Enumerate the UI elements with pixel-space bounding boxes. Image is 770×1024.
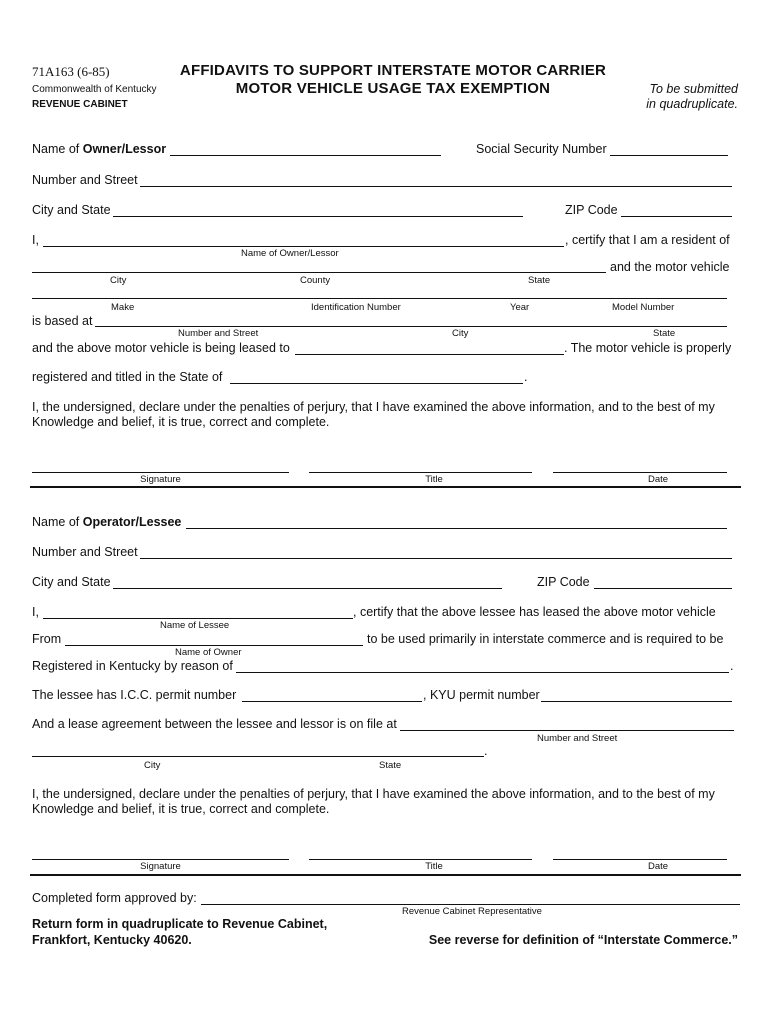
owner-zip-label: ZIP Code	[565, 203, 618, 217]
owner-residence-field[interactable]	[32, 272, 606, 273]
sub-label-name-lessee: Name of Lessee	[160, 620, 230, 631]
sub-label-model-number: Model Number	[612, 302, 675, 313]
owner-declaration-line1: I, the undersigned, declare under the penalties of perjury, that I have examined the above information, and to the best of my	[32, 400, 715, 414]
sub-label-identification-number: Identification Number	[311, 302, 401, 313]
owner-sig-label: Signature	[140, 474, 181, 485]
owner-street-field[interactable]	[140, 186, 732, 187]
vehicle-description-field[interactable]	[32, 298, 727, 299]
based-at-field[interactable]	[95, 326, 727, 327]
operator-date-field[interactable]	[553, 859, 727, 860]
owner-name-field[interactable]	[170, 155, 441, 156]
certify-leased-text: , certify that the above lessee has leased the above motor vehicle	[353, 605, 716, 619]
properly-text: . The motor vehicle is properly	[564, 341, 732, 355]
sub-label-number-street: Number and Street	[178, 328, 259, 339]
section-divider-2	[30, 874, 741, 876]
form-title-line2: MOTOR VEHICLE USAGE TAX EXEMPTION	[235, 80, 551, 97]
lease-file-city-state-field[interactable]	[32, 756, 484, 757]
sub-label-state: State	[528, 275, 551, 286]
icc-permit-label: The lessee has I.C.C. permit number	[32, 688, 237, 702]
sub-label-lease-state: State	[379, 760, 402, 771]
registered-state-field[interactable]	[230, 383, 523, 384]
sub-label-lease-city: City	[144, 760, 161, 771]
operator-zip-field[interactable]	[594, 588, 732, 589]
operator-street-field[interactable]	[140, 558, 732, 559]
lessee-certify-name-field[interactable]	[43, 618, 353, 619]
section-divider-1	[30, 486, 741, 488]
operator-name-label: Name of Operator/Lessee	[32, 515, 182, 529]
operator-zip-label: ZIP Code	[537, 575, 590, 589]
from-label: From	[32, 632, 62, 646]
operator-date-label: Date	[647, 861, 669, 872]
kyu-permit-field[interactable]	[541, 701, 732, 702]
sub-label-name-owner: Name of Owner	[175, 647, 242, 658]
agency-department: REVENUE CABINET	[32, 99, 128, 110]
approved-by-field[interactable]	[201, 904, 740, 905]
sub-label-name-owner-lessor: Name of Owner/Lessor	[241, 248, 339, 259]
owner-zip-field[interactable]	[621, 216, 732, 217]
leased-to-label: and the above motor vehicle is being leased to	[32, 341, 290, 355]
owner-certify-resident-text: , certify that I am a resident of	[565, 233, 730, 247]
owner-city-state-label: City and State	[32, 203, 111, 217]
registered-period: .	[524, 370, 528, 384]
operator-signature-field[interactable]	[32, 859, 289, 860]
sub-label-year: Year	[510, 302, 530, 313]
return-instructions-line2: Frankfort, Kentucky 40620.	[32, 933, 192, 947]
from-owner-field[interactable]	[65, 645, 363, 646]
owner-title-field[interactable]	[309, 472, 532, 473]
operator-street-label: Number and Street	[32, 545, 138, 559]
approved-by-label: Completed form approved by:	[32, 891, 197, 905]
sub-label-county: County	[300, 275, 331, 286]
owner-signature-field[interactable]	[32, 472, 289, 473]
owner-street-label: Number and Street	[32, 173, 138, 187]
sub-label-revenue-rep: Revenue Cabinet Representative	[402, 906, 542, 917]
sub-label-lease-street: Number and Street	[537, 733, 618, 744]
owner-city-state-field[interactable]	[113, 216, 523, 217]
sub-label-state-2: State	[653, 328, 676, 339]
owner-certify-name-field[interactable]	[43, 246, 564, 247]
owner-date-label: Date	[647, 474, 669, 485]
return-instructions-line1: Return form in quadruplicate to Revenue Cabinet,	[32, 917, 328, 931]
submit-note-line1: To be submitted	[649, 82, 738, 96]
operator-title-field[interactable]	[309, 859, 532, 860]
interstate-commerce-text: to be used primarily in interstate commerce and is required to be	[367, 632, 724, 646]
ssn-field[interactable]	[610, 155, 728, 156]
form-title-line1: AFFIDAVITS TO SUPPORT INTERSTATE MOTOR CARRIER	[179, 62, 607, 79]
owner-i-label: I,	[32, 233, 39, 247]
owner-declaration-line2: Knowledge and belief, it is true, correct and complete.	[32, 415, 330, 429]
owner-title-label: Title	[425, 474, 443, 485]
registered-ky-label: Registered in Kentucky by reason of	[32, 659, 233, 673]
icc-permit-field[interactable]	[242, 701, 422, 702]
operator-i-label: I,	[32, 605, 39, 619]
sub-label-city: City	[110, 275, 127, 286]
registered-ky-period: .	[730, 659, 734, 673]
form-number: 71A163 (6-85)	[32, 64, 110, 79]
sub-label-make: Make	[111, 302, 135, 313]
operator-city-state-field[interactable]	[113, 588, 502, 589]
registered-ky-reason-field[interactable]	[236, 672, 729, 673]
and-motor-vehicle-text: and the motor vehicle	[610, 260, 730, 274]
lease-on-file-label: And a lease agreement between the lessee and lessor is on file at	[32, 717, 397, 731]
operator-sig-label: Signature	[140, 861, 181, 872]
owner-date-field[interactable]	[553, 472, 727, 473]
agency-name: Commonwealth of Kentucky	[32, 84, 157, 95]
kyu-permit-label: , KYU permit number	[423, 688, 540, 702]
leased-to-field[interactable]	[295, 354, 564, 355]
operator-title-label: Title	[425, 861, 443, 872]
operator-name-field[interactable]	[186, 528, 727, 529]
owner-name-label: Name of Owner/Lessor	[32, 142, 167, 156]
operator-declaration-line2: Knowledge and belief, it is true, correct and complete.	[32, 802, 330, 816]
registered-titled-label: registered and titled in the State of	[32, 370, 223, 384]
lease-file-period: .	[484, 744, 488, 758]
lease-file-street-field[interactable]	[400, 730, 734, 731]
see-reverse-note: See reverse for definition of “Interstate Commerce.”	[428, 933, 738, 947]
ssn-label: Social Security Number	[476, 142, 607, 156]
based-at-label: is based at	[32, 314, 93, 328]
sub-label-city-2: City	[452, 328, 469, 339]
submit-note-line2: in quadruplicate.	[646, 97, 738, 111]
operator-declaration-line1: I, the undersigned, declare under the penalties of perjury, that I have examined the above information, and to the best of my	[32, 787, 715, 801]
operator-city-state-label: City and State	[32, 575, 111, 589]
